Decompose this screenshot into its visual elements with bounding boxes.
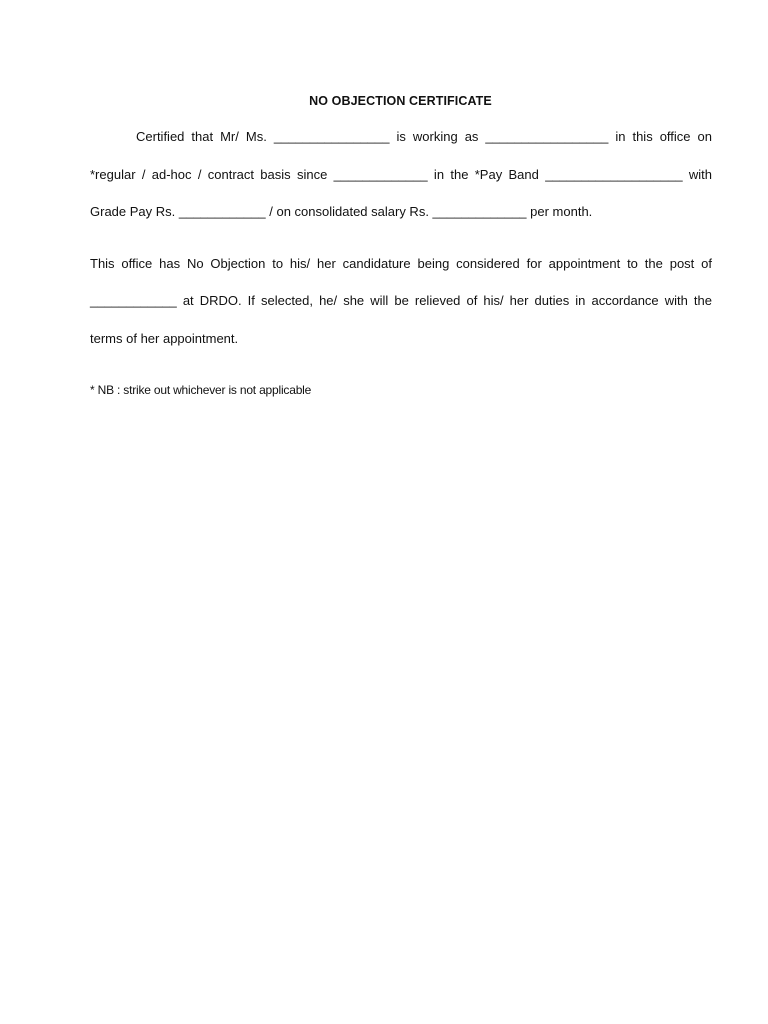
paragraph2-line2: ____________ at DRDO. If selected, he/ she will be relieved of his/ her duties in accordance with the xyxy=(90,293,712,308)
document-title: NO OBJECTION CERTIFICATE xyxy=(309,94,492,108)
paragraph1-line2: *regular / ad-hoc / contract basis since _____________ in the *Pay Band ___________________ with xyxy=(90,167,712,182)
paragraph2-line3: terms of her appointment. xyxy=(90,331,239,346)
paragraph2-line1: This office has No Objection to his/ her candidature being considered for appointment to the post of xyxy=(90,256,712,271)
footnote: * NB : strike out whichever is not applicable xyxy=(90,383,312,397)
paragraph1-line1: Certified that Mr/ Ms. ________________ is working as _________________ in this office on xyxy=(136,129,712,144)
paragraph1-line3: Grade Pay Rs. ____________ / on consolidated salary Rs. _____________ per month. xyxy=(90,204,593,219)
